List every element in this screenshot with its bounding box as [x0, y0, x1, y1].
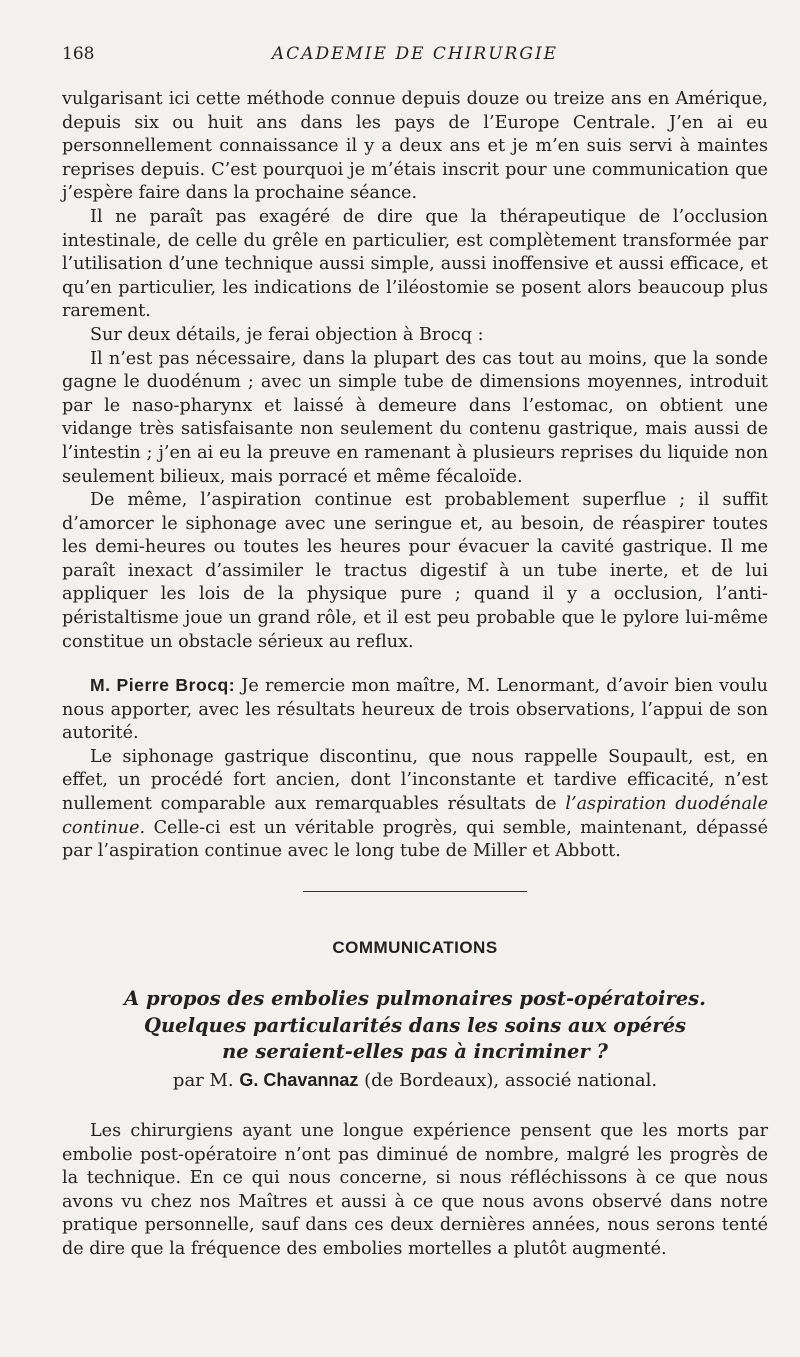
title-line: A propos des embolies pulmonaires post-opératoires.	[124, 987, 706, 1010]
reply-text-2a: Le siphonage gastrique discontinu, que nous rappelle Soupault, est, en effet, un procédé fort ancien, dont l’inconstante et tardive efficacité, n’est nullement comparable aux remarquables résultats de	[62, 746, 768, 814]
byline-suffix: (de Bordeaux), associé national.	[358, 1070, 658, 1091]
title-line: Quelques particularités dans les soins aux opérés	[144, 1013, 686, 1037]
discussion-text	[62, 88, 768, 654]
page-number: 168	[62, 44, 95, 64]
reply-paragraph	[62, 674, 768, 746]
article-title	[100, 986, 730, 1066]
article-body	[62, 1120, 768, 1262]
paragraph: Il n’est pas nécessaire, dans la plupart des cas tout au moins, que la sonde gagne le duodénum ; avec un simple tube de dimensions moyennes, introduit par le naso-pharynx et laissé à demeure dans l’estomac, on obtient une vidange très satisfaisante non seulement du contenu gastrique, mais aussi de l’intestin ; j’en ai eu la preuve en ramenant à plusieurs reprises du liquide non seulement bilieux, mais porracé et même fécaloïde.	[62, 348, 768, 487]
paragraph: De même, l’aspiration continue est probablement superflue ; il suffit d’amorcer le siphonage avec une seringue et, au besoin, de réaspirer toutes les demi-heures ou toutes les heures pour évacuer la cavité gastrique. Il me paraît inexact d’assimiler le tractus digestif à un tube inerte, et de lui appliquer les lois de la physique pure ; quand il y a occlusion, l’anti-péristaltisme joue un grand rôle, et il est peu probable que le pylore lui-même constitue un obstacle sérieux au reflux.	[62, 490, 768, 652]
byline-prefix: par M.	[172, 1070, 240, 1091]
reply-text	[62, 674, 768, 864]
paragraph: vulgarisant ici cette méthode connue depuis douze ou treize ans en Amérique, depuis six ou huit ans dans les pays de l’Europe Centrale. J’en ai eu personnellement connaissance il y a deux ans et je m’en suis servi à maintes reprises depuis. C’est pourquoi je m’étais inscrit pour une communication que j’espère faire dans la prochaine séance.	[62, 89, 768, 204]
author-name: G. Chavannaz	[239, 1070, 359, 1090]
section-divider	[303, 891, 527, 892]
journal-title: ACADEMIE DE CHIRURGIE	[271, 44, 559, 64]
running-head	[62, 44, 768, 68]
paragraph: Il ne paraît pas exagéré de dire que la thérapeutique de l’occlusion intestinale, de celle du grêle en particulier, est complètement transformée par l’utilisation d’une technique aussi simple, aussi inoffensive et aussi efficace, et qu’en particulier, les indications de l’iléostomie se posent alors beaucoup plus rarement.	[62, 206, 768, 322]
byline	[0, 1070, 800, 1091]
paragraph: Sur deux détails, je ferai objection à Brocq :	[90, 324, 484, 345]
reply-paragraph	[62, 746, 768, 864]
reply-text-1: Je remercie mon maître, M. Lenormant, d’avoir bien voulu nous apporter, avec les résultats heureux de trois observations, l’appui de son autorité.	[62, 676, 768, 744]
paragraph: Les chirurgiens ayant une longue expérience pensent que les morts par embolie post-opératoire n’ont pas diminué de nombre, malgré les progrès de la technique. En ce qui nous concerne, si nous réfléchissons à ce que nous avons vu chez nos Maîtres et aussi à ce que nous avons observé dans notre pratique personnelle, sauf dans ces deux dernières années, nous serons tenté de dire que la fréquence des embolies mortelles a plutôt augmenté.	[62, 1121, 768, 1259]
speaker-name: M. Pierre Brocq:	[90, 675, 236, 695]
reply-italic-term: l’aspiration duodénale continue.	[62, 793, 768, 838]
reply-text-2b: Celle-ci est un véritable progrès, qui semble, maintenant, dépassé par l’aspiration continue avec le long tube de Miller et Abbott.	[62, 817, 768, 862]
title-line: ne seraient-elles pas à incriminer ?	[222, 1040, 608, 1063]
section-heading: COMMUNICATIONS	[332, 938, 498, 957]
